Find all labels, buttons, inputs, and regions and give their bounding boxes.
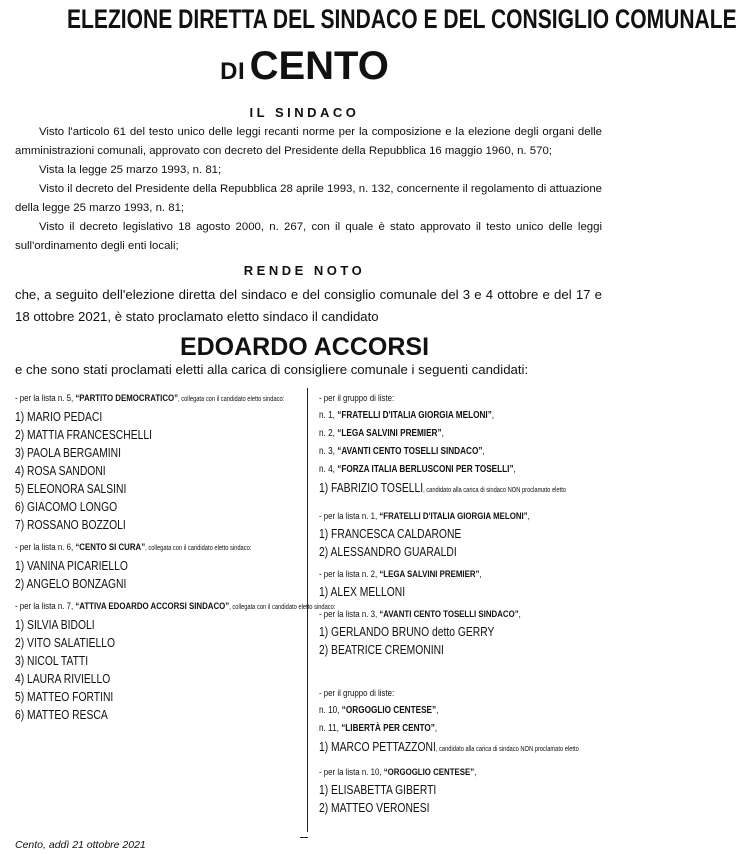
group-list-entry: n. 2, “LEGA SALVINI PREMIER”, bbox=[319, 428, 444, 439]
group-intro: - per il gruppo di liste: bbox=[319, 688, 395, 699]
left-column bbox=[15, 390, 336, 724]
group-list-entry: n. 11, “LIBERTÀ PER CENTO”, bbox=[319, 723, 438, 734]
candidate-name: 3) NICOL TATTI bbox=[15, 654, 89, 668]
list-name: “FRATELLI D'ITALIA GIORGIA MELONI” bbox=[337, 410, 492, 421]
candidate-name: 5) ELEONORA SALSINI bbox=[15, 482, 127, 496]
document-date: Cento, addì 21 ottobre 2021 bbox=[15, 839, 146, 851]
group-list-entry: n. 4, “FORZA ITALIA BERLUSCONI PER TOSELLI”, bbox=[319, 464, 516, 475]
list-header: - per la lista n. 1, “FRATELLI D'ITALIA GIORGIA MELONI”, bbox=[319, 511, 530, 522]
preamble-paragraph-3: Visto il decreto del Presidente della Repubblica 28 aprile 1993, n. 132, concernente il regolamento di attuazione della legge 25 marzo 1993, n. 81; bbox=[15, 183, 602, 214]
preamble-paragraph-1: Visto l'articolo 61 del testo unico delle leggi recanti norme per la composizione e la elezione degli organi delle amministrazioni comunali, approvato con decreto del Presidente della Repubblica 16 maggio 1960, n. 570; bbox=[15, 126, 602, 157]
city-name: CENTO bbox=[249, 44, 389, 88]
column-divider-foot bbox=[300, 837, 308, 838]
list-name: “LEGA SALVINI PREMIER” bbox=[337, 428, 442, 439]
list-header: - per la lista n. 6, “CENTO SI CURA”, collegata con il candidato eletto sindaco: bbox=[15, 542, 252, 553]
candidate-name: 1) GERLANDO BRUNO detto GERRY bbox=[319, 625, 495, 639]
candidate-name: 2) ALESSANDRO GUARALDI bbox=[319, 545, 457, 559]
list-name: “CENTO SI CURA” bbox=[75, 542, 146, 553]
list-header: - per la lista n. 5, “PARTITO DEMOCRATICO”, collegata con il candidato eletto sindaco: bbox=[15, 393, 285, 404]
list-name: “FORZA ITALIA BERLUSCONI PER TOSELLI” bbox=[337, 464, 514, 475]
candidate-name: 7) ROSSANO BOZZOLI bbox=[15, 518, 126, 532]
preamble-paragraph-4: Visto il decreto legislativo 18 agosto 2000, n. 267, con il quale è stato approvato il testo unico delle leggi sull'ordinamento degli enti locali; bbox=[15, 221, 602, 252]
mayoral-candidate: 1) MARCO PETTAZZONI, candidato alla carica di sindaco NON proclamato eletto bbox=[319, 740, 579, 754]
subtitle-prefix: DI bbox=[220, 58, 246, 85]
candidate-name: 1) ALEX MELLONI bbox=[319, 585, 406, 599]
candidate-name: 1) ELISABETTA GIBERTI bbox=[319, 783, 437, 797]
councillors-intro: e che sono stati proclamati eletti alla carica di consigliere comunale i seguenti candidati: bbox=[15, 362, 529, 377]
list-header: - per la lista n. 10, “ORGOGLIO CENTESE”, bbox=[319, 767, 477, 778]
list-name: “ORGOGLIO CENTESE” bbox=[341, 705, 437, 716]
candidate-name: 1) SILVIA BIDOLI bbox=[15, 618, 95, 632]
preamble-paragraph-2: Vista la legge 25 marzo 1993, n. 81; bbox=[39, 164, 222, 176]
list-name: “FRATELLI D'ITALIA GIORGIA MELONI” bbox=[379, 511, 528, 522]
candidate-name: 2) MATTEO VERONESI bbox=[319, 801, 430, 815]
list-name: “AVANTI CENTO TOSELLI SINDACO” bbox=[379, 609, 519, 620]
list-name: “AVANTI CENTO TOSELLI SINDACO” bbox=[337, 446, 483, 457]
candidate-name: 5) MATTEO FORTINI bbox=[15, 690, 114, 704]
group-intro: - per il gruppo di liste: bbox=[319, 393, 395, 404]
list-name: “LEGA SALVINI PREMIER” bbox=[379, 569, 480, 580]
announcement-text: che, a seguito dell'elezione diretta del sindaco e del consiglio comunale del 3 e 4 ottobre e del 17 e 18 ottobre 2021, è stato proclamato eletto sindaco il candidato bbox=[15, 287, 602, 324]
mayoral-candidate: 1) FABRIZIO TOSELLI, candidato alla carica di sindaco NON proclamato eletto bbox=[319, 481, 567, 495]
candidate-name: 1) VANINA PICARIELLO bbox=[15, 559, 128, 573]
candidate-name: 6) GIACOMO LONGO bbox=[15, 500, 118, 514]
right-column bbox=[319, 390, 605, 817]
elected-mayor-name: EDOARDO ACCORSI bbox=[179, 333, 430, 361]
list-name: “PARTITO DEMOCRATICO” bbox=[75, 393, 179, 404]
heading-il-sindaco: IL SINDACO bbox=[249, 105, 360, 120]
list-header: - per la lista n. 3, “AVANTI CENTO TOSELLI SINDACO”, bbox=[319, 609, 521, 620]
document-subtitle bbox=[0, 44, 609, 97]
group-list-entry: n. 1, “FRATELLI D'ITALIA GIORGIA MELONI”, bbox=[319, 410, 495, 421]
list-name: “LIBERTÀ PER CENTO” bbox=[341, 723, 435, 734]
list-name: “ATTIVA EDOARDO ACCORSI SINDACO” bbox=[75, 601, 230, 612]
candidate-name: 4) LAURA RIVIELLO bbox=[15, 672, 111, 686]
candidate-name: 1) FRANCESCA CALDARONE bbox=[319, 527, 462, 541]
list-name: “ORGOGLIO CENTESE” bbox=[383, 767, 475, 778]
candidate-name: 2) VITO SALATIELLO bbox=[15, 636, 116, 650]
list-header: - per la lista n. 7, “ATTIVA EDOARDO ACCORSI SINDACO”, collegata con il candidato eletto sindaco: bbox=[15, 601, 336, 612]
list-header: - per la lista n. 2, “LEGA SALVINI PREMIER”, bbox=[319, 569, 482, 580]
document-title: ELEZIONE DIRETTA DEL SINDACO E DEL CONSIGLIO COMUNALE bbox=[66, 4, 737, 34]
group-list-entry: n. 3, “AVANTI CENTO TOSELLI SINDACO”, bbox=[319, 446, 485, 457]
candidate-name: 2) ANGELO BONZAGNI bbox=[15, 577, 127, 591]
heading-rende-noto: RENDE NOTO bbox=[243, 263, 366, 278]
candidate-name: 2) BEATRICE CREMONINI bbox=[319, 643, 444, 657]
candidate-name: 3) PAOLA BERGAMINI bbox=[15, 446, 121, 460]
candidate-name: 4) ROSA SANDONI bbox=[15, 464, 106, 478]
candidate-name: 1) MARIO PEDACI bbox=[15, 410, 103, 424]
candidate-name: 2) MATTIA FRANCESCHELLI bbox=[15, 428, 152, 442]
candidate-name: 6) MATTEO RESCA bbox=[15, 708, 108, 722]
group-list-entry: n. 10, “ORGOGLIO CENTESE”, bbox=[319, 705, 439, 716]
